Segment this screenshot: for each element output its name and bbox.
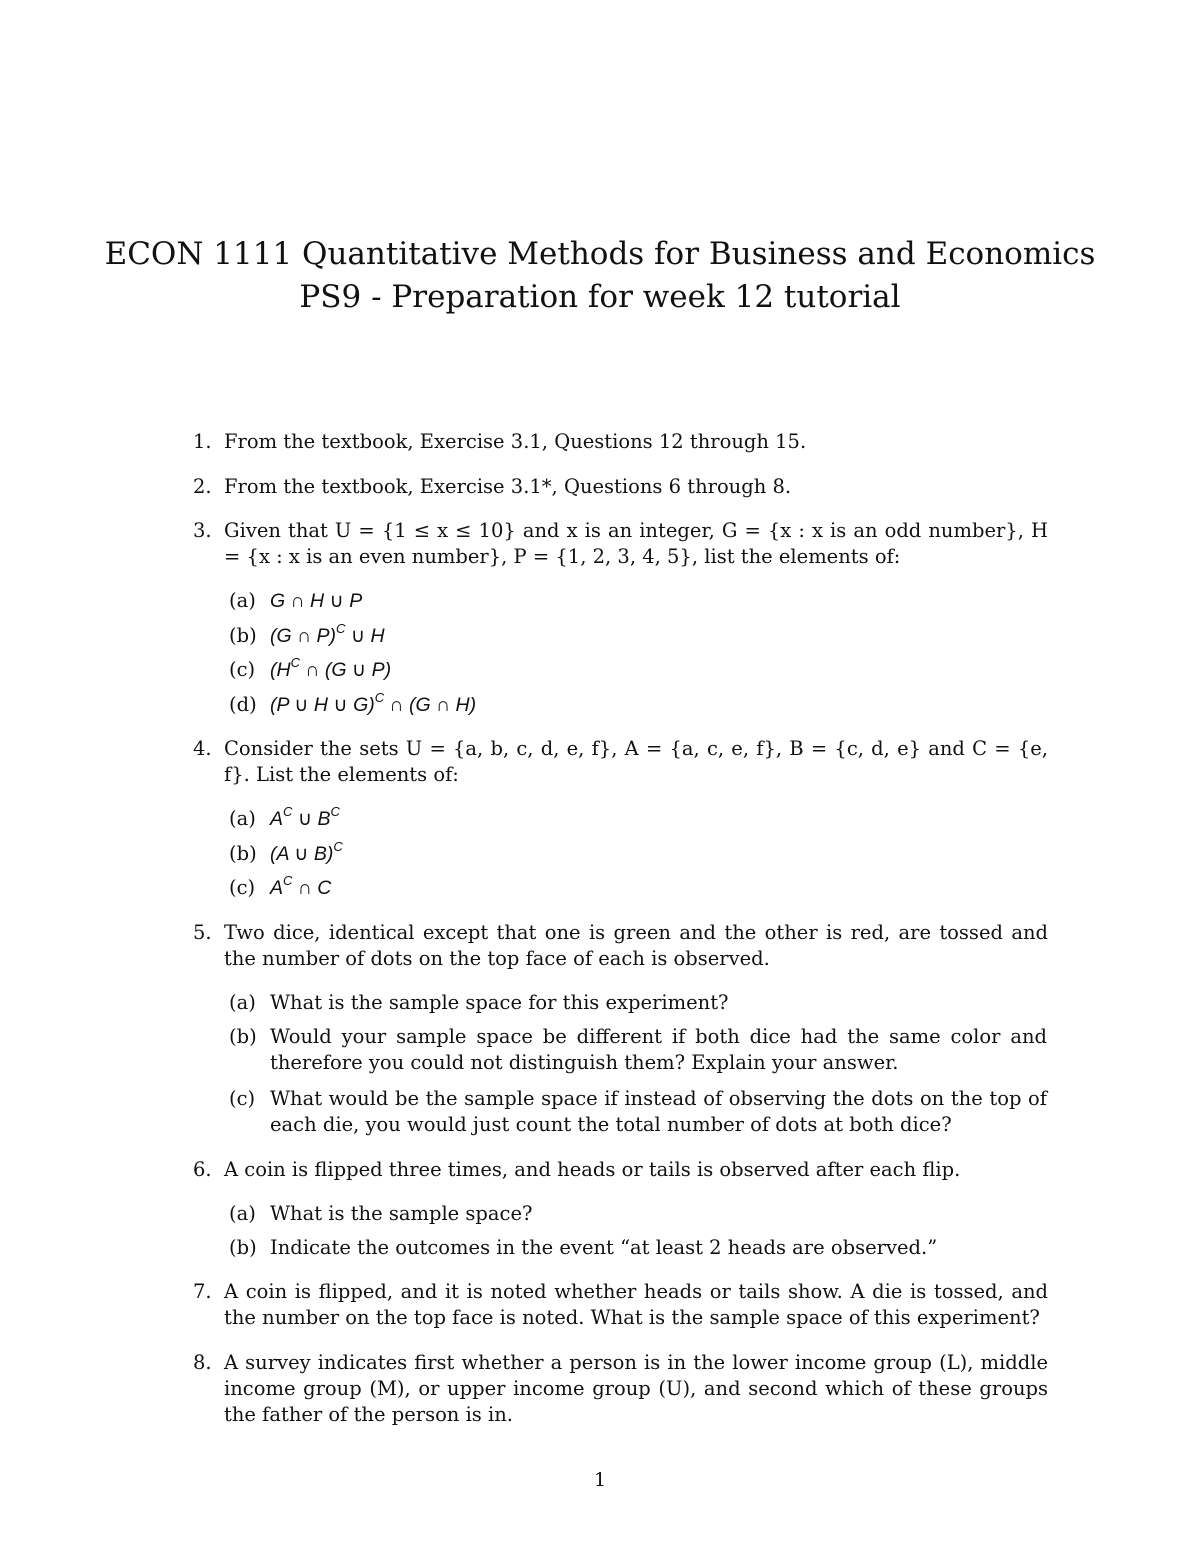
question-text: From the textbook, Exercise 3.1*, Questions 6 through 8. — [224, 475, 792, 498]
part-label: (b) — [229, 842, 257, 865]
question-number: 1. — [193, 430, 212, 453]
question-3-part-a — [229, 588, 1047, 614]
question-8 — [193, 1350, 1048, 1428]
question-3-part-b — [229, 623, 1047, 649]
question-7 — [193, 1279, 1048, 1331]
page-number: 1 — [593, 1469, 607, 1491]
question-text: Two dice, identical except that one is green and the other is red, are tossed and the number of dots on the top face of each is observed. — [224, 921, 1048, 970]
part-label: (c) — [229, 658, 256, 681]
part-expression: $A^C$ ∪ $B^C$ — [270, 804, 340, 830]
question-text: A coin is flipped three times, and heads or tails is observed after each flip. — [224, 1158, 961, 1181]
question-5-part-a — [229, 990, 1047, 1016]
question-text: Consider the sets U = {a, b, c, d, e, f}, A = {a, c, e, f}, B = {c, d, e} and C = {e, f}. List the elements of: — [224, 737, 1048, 786]
question-2 — [193, 474, 1048, 500]
part-label: (a) — [229, 991, 256, 1014]
part-label: (c) — [229, 876, 256, 899]
question-number: 4. — [193, 737, 212, 760]
part-expression: ($H^C$ ∩ (G ∪ P) — [270, 655, 392, 681]
part-label: (d) — [229, 693, 257, 716]
question-5-part-b — [229, 1024, 1047, 1076]
part-expression: (G ∩ P)$^C$ ∪ H — [270, 621, 385, 647]
part-label: (b) — [229, 1236, 257, 1259]
question-text: A survey indicates first whether a person is in the lower income group (L), middle income group (M), or upper income group (U), and second which of these groups the father of the person is in. — [224, 1351, 1048, 1426]
question-4-part-c — [229, 875, 1047, 901]
page-title: ECON 1111 Quantitative Methods for Business and Economics — [104, 236, 1096, 272]
question-6 — [193, 1157, 1048, 1183]
question-6-part-b — [229, 1235, 1047, 1261]
question-number: 8. — [193, 1351, 212, 1374]
part-expression: (A ∪ B)$^C$ — [270, 839, 343, 865]
question-3-part-c — [229, 657, 1047, 683]
part-label: (b) — [229, 1025, 257, 1048]
question-number: 3. — [193, 519, 212, 542]
question-4 — [193, 736, 1048, 788]
part-expression: G ∩ H ∪ P — [270, 590, 363, 612]
question-5 — [193, 920, 1048, 972]
question-number: 2. — [193, 475, 212, 498]
question-4-part-b — [229, 841, 1047, 867]
question-3 — [193, 518, 1048, 570]
part-label: (b) — [229, 624, 257, 647]
part-text: What would be the sample space if instead of observing the dots on the top of each die, you would just count the total number of dots at both dice? — [270, 1087, 1047, 1136]
part-label: (a) — [229, 1202, 256, 1225]
question-6-part-a — [229, 1201, 1047, 1227]
question-number: 6. — [193, 1158, 212, 1181]
question-1 — [193, 429, 1048, 455]
question-number: 7. — [193, 1280, 212, 1303]
page-subtitle: PS9 - Preparation for week 12 tutorial — [299, 279, 901, 315]
part-text: What is the sample space for this experiment? — [270, 991, 729, 1014]
question-5-part-c — [229, 1086, 1047, 1138]
question-number: 5. — [193, 921, 212, 944]
part-text: What is the sample space? — [270, 1202, 533, 1225]
part-label: (a) — [229, 807, 256, 830]
question-text: From the textbook, Exercise 3.1, Questions 12 through 15. — [224, 430, 807, 453]
part-expression: $A^C$ ∩ C — [270, 873, 332, 899]
part-expression: (P ∪ H ∪ G)$^C$ ∩ (G ∩ H) — [270, 690, 477, 716]
part-text: Indicate the outcomes in the event “at least 2 heads are observed.” — [270, 1236, 938, 1259]
question-text: Given that U = {1 ≤ x ≤ 10} and x is an integer, G = {x : x is an odd number}, H = {x : x is an even number}, P = {1, 2, 3, 4, 5}, list the elements of: — [224, 519, 1048, 568]
part-text: Would your sample space be different if both dice had the same color and therefore you could not distinguish them? Explain your answer. — [270, 1025, 1047, 1074]
question-text: A coin is flipped, and it is noted whether heads or tails show. A die is tossed, and the number on the top face is noted. What is the sample space of this experiment? — [224, 1280, 1048, 1329]
part-label: (a) — [229, 589, 256, 612]
question-4-part-a — [229, 806, 1047, 832]
part-label: (c) — [229, 1087, 256, 1110]
question-3-part-d — [229, 692, 1047, 718]
